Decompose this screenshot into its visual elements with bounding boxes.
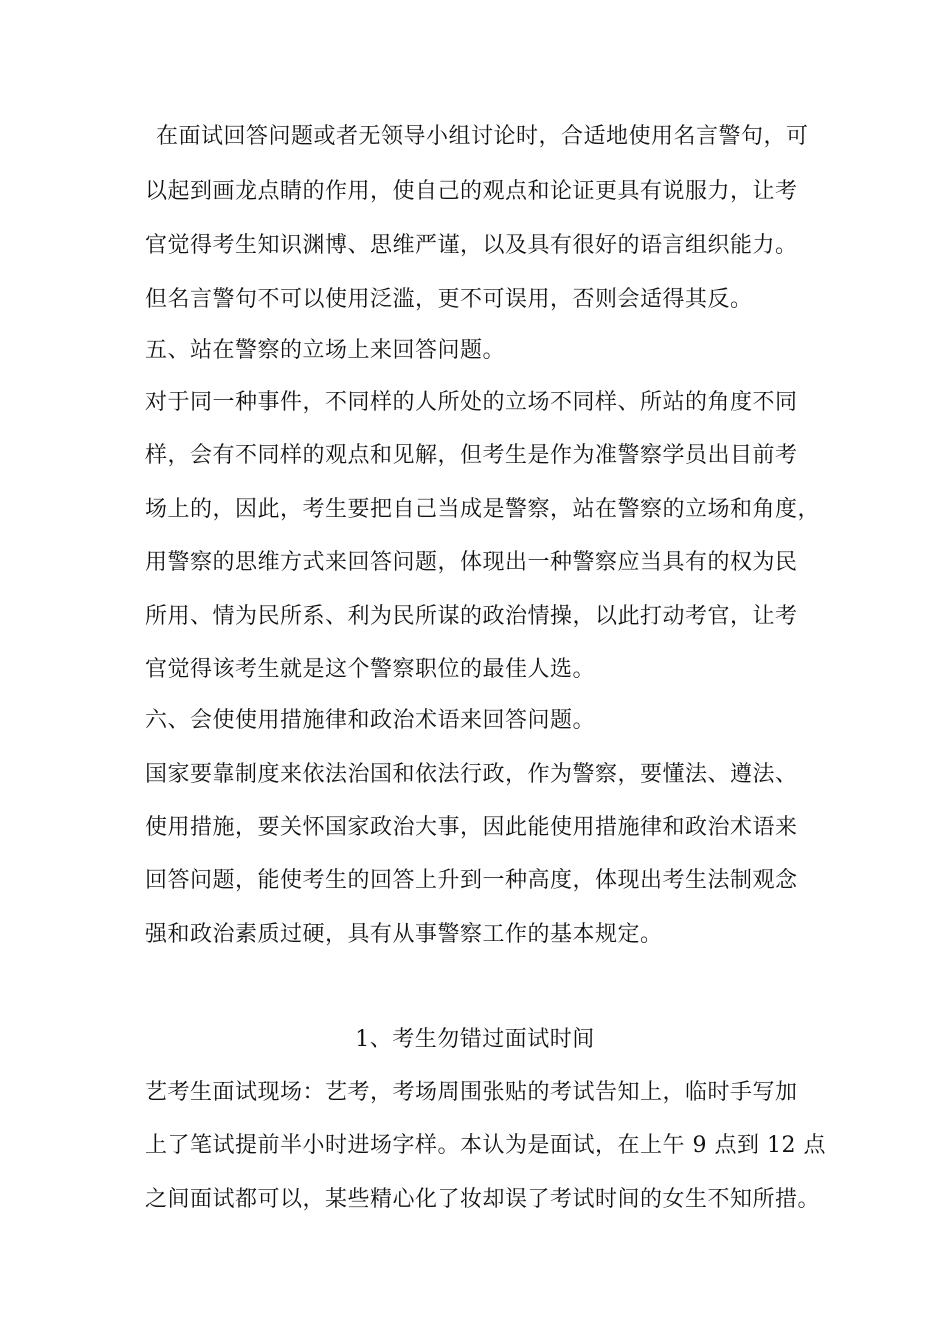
paragraph-line: 所用、情为民所系、利为民所谋的政治情操，以此打动考官，让考 [145, 604, 798, 629]
paragraph-line: 但名言警句不可以使用泛滥，更不可误用，否则会适得其反。 [145, 287, 753, 312]
section-title: 1、考生勿错过面试时间 [355, 1027, 595, 1052]
paragraph-line: 在面试回答问题或者无领导小组讨论时，合适地使用名言警句，可 [156, 124, 809, 149]
paragraph-line: 强和政治素质过硬，具有从事警察工作的基本规定。 [145, 922, 663, 947]
paragraph-line: 对于同一种事件，不同样的人所处的立场不同样、所站的角度不同 [145, 390, 798, 415]
paragraph-line: 上了笔试提前半小时进场字样。本认为是面试，在上午 9 点到 12 点 [145, 1133, 826, 1158]
section-heading: 六、会使使用措施律和政治术语来回答问题。 [145, 708, 596, 733]
paragraph-line: 样，会有不同样的观点和见解，但考生是作为准警察学员出目前考 [145, 443, 798, 468]
paragraph-line: 官觉得该考生就是这个警察职位的最佳人选。 [145, 657, 596, 682]
paragraph-line: 场上的，因此，考生要把自己当成是警察，站在警察的立场和角度， [145, 497, 821, 522]
paragraph-line: 官觉得考生知识渊博、思维严谨，以及具有很好的语言组织能力。 [145, 233, 798, 258]
paragraph-line: 用警察的思维方式来回答问题，体现出一种警察应当具有的权为民 [145, 550, 798, 575]
paragraph-line: 之间面试都可以，某些精心化了妆却误了考试时间的女生不知所措。 [145, 1187, 821, 1212]
section-heading: 五、站在警察的立场上来回答问题。 [145, 338, 506, 363]
paragraph-line: 艺考生面试现场：艺考，考场周围张贴的考试告知上，临时手写加 [145, 1080, 798, 1105]
paragraph-line: 国家要靠制度来依法治国和依法行政，作为警察，要懂法、遵法、 [145, 762, 798, 787]
paragraph-line: 回答问题，能使考生的回答上升到一种高度，体现出考生法制观念 [145, 868, 798, 893]
paragraph-line: 以起到画龙点睛的作用，使自己的观点和论证更具有说服力，让考 [145, 179, 798, 204]
paragraph-line: 使用措施，要关怀国家政治大事，因此能使用措施律和政治术语来 [145, 815, 798, 840]
